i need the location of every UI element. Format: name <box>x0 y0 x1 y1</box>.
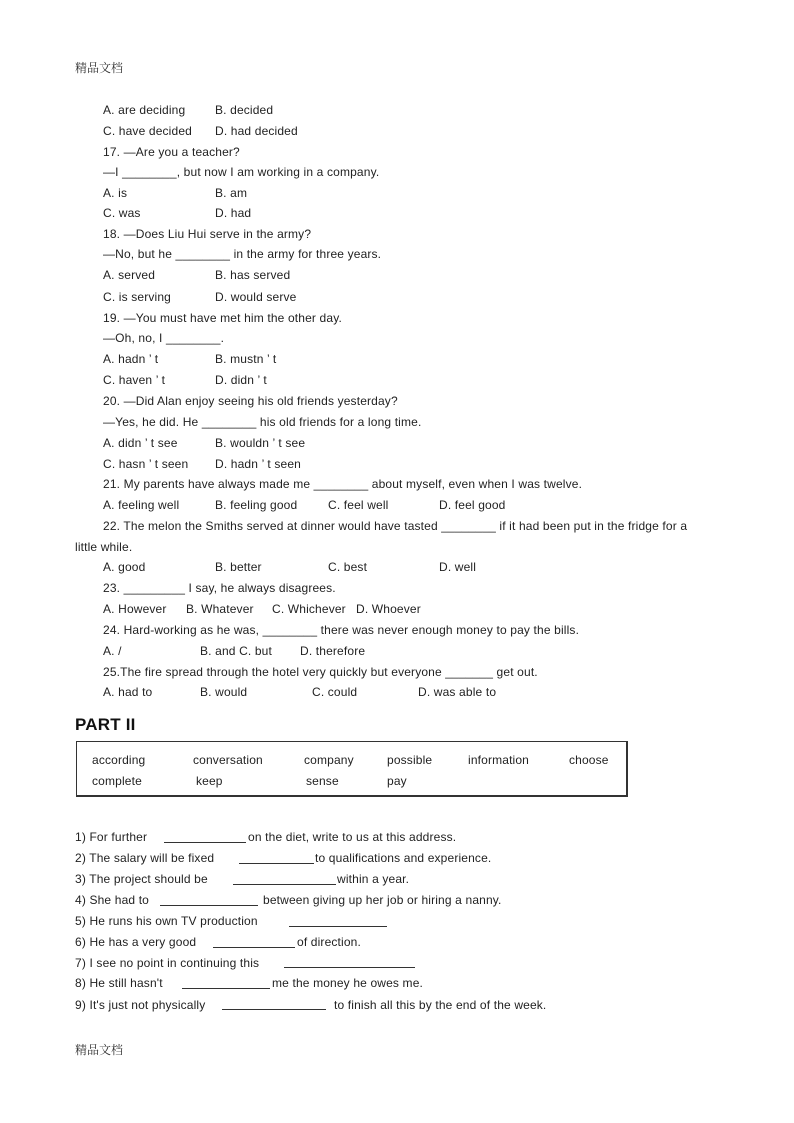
q24-option-a: A. / <box>103 644 122 658</box>
sentence-9-suffix: to finish all this by the end of the week. <box>334 998 547 1012</box>
sentence-3-blank <box>233 884 336 885</box>
sentence-2-suffix: to qualifications and experience. <box>315 851 492 865</box>
q19-option-a: A. hadn ’ t <box>103 352 159 366</box>
page-footer: 精品文档 <box>75 1043 124 1057</box>
q16-option-a: A. are deciding <box>103 103 186 117</box>
sentence-3-prefix: 3) The project should be <box>75 872 208 886</box>
word-complete: complete <box>92 774 142 788</box>
sentence-5-blank <box>289 926 387 927</box>
sentence-4-blank <box>160 905 258 906</box>
q25-option-b: B. would <box>200 685 248 699</box>
q21-option-a: A. feeling well <box>103 498 180 512</box>
q19-option-c: C. haven ’ t <box>103 373 166 387</box>
q19-option-b: B. mustn ’ t <box>215 352 277 366</box>
q22-option-d: D. well <box>439 560 477 574</box>
q24-stem: 24. Hard-working as he was, ________ there was never enough money to pay the bills. <box>103 623 580 637</box>
q17-option-a: A. is <box>103 186 128 200</box>
q21-option-c: C. feel well <box>328 498 389 512</box>
q20-option-b: B. wouldn ’ t see <box>215 436 306 450</box>
sentence-1-prefix: 1) For further <box>75 830 148 844</box>
q24-option-bc: B. and C. but <box>200 644 272 658</box>
sentence-9-prefix: 9) It's just not physically <box>75 998 206 1012</box>
q18-stem: 18. —Does Liu Hui serve in the army? <box>103 227 312 241</box>
q20-response: —Yes, he did. He ________ his old friends for a long time. <box>103 415 422 429</box>
q18-option-c: C. is serving <box>103 290 171 304</box>
q25-option-a: A. had to <box>103 685 153 699</box>
q19-option-d: D. didn ’ t <box>215 373 267 387</box>
q16-option-c: C. have decided <box>103 124 192 138</box>
q17-response: —I ________, but now I am working in a company. <box>103 165 380 179</box>
word-pay: pay <box>387 774 407 788</box>
word-sense: sense <box>306 774 339 788</box>
q16-option-b: B. decided <box>215 103 274 117</box>
word-choose: choose <box>569 753 609 767</box>
word-conversation: conversation <box>193 753 263 767</box>
q16-option-d: D. had decided <box>215 124 298 138</box>
q25-stem: 25.The fire spread through the hotel very quickly but everyone _______ get out. <box>103 665 538 679</box>
sentence-4-prefix: 4) She had to <box>75 893 150 907</box>
q21-stem: 21. My parents have always made me ________ about myself, even when I was twelve. <box>103 477 583 491</box>
q23-option-a: A. However <box>103 602 167 616</box>
q17-option-b: B. am <box>215 186 248 200</box>
sentence-6-blank <box>213 947 295 948</box>
q18-option-a: A. served <box>103 268 156 282</box>
q20-option-a: A. didn ’ t see <box>103 436 178 450</box>
q22-stem-continued: little while. <box>75 540 133 554</box>
q17-option-c: C. was <box>103 206 141 220</box>
word-information: information <box>468 753 530 767</box>
sentence-6-prefix: 6) He has a very good <box>75 935 197 949</box>
q21-option-d: D. feel good <box>439 498 506 512</box>
sentence-1-suffix: on the diet, write to us at this address. <box>248 830 457 844</box>
part-ii-heading: PART II <box>75 715 136 734</box>
word-company: company <box>304 753 354 767</box>
q18-response: —No, but he ________ in the army for three years. <box>103 247 382 261</box>
q17-option-d: D. had <box>215 206 252 220</box>
word-box <box>76 741 628 797</box>
sentence-4-suffix: between giving up her job or hiring a nanny. <box>263 893 502 907</box>
q20-option-d: D. hadn ’ t seen <box>215 457 302 471</box>
q18-option-b: B. has served <box>215 268 291 282</box>
q23-option-c: C. Whichever <box>272 602 346 616</box>
q25-option-d: D. was able to <box>418 685 497 699</box>
q23-stem: 23. _________ I say, he always disagrees. <box>103 581 336 595</box>
q22-stem: 22. The melon the Smiths served at dinner would have tasted ________ if it had been put in the fridge for a <box>103 519 688 533</box>
sentence-6-suffix: of direction. <box>297 935 361 949</box>
q19-stem: 19. —You must have met him the other day. <box>103 311 342 325</box>
page-header: 精品文档 <box>75 61 124 75</box>
sentence-8-suffix: me the money he owes me. <box>272 976 424 990</box>
sentence-9-blank <box>222 1009 326 1010</box>
sentence-7-blank <box>284 967 415 968</box>
q23-option-b: B. Whatever <box>186 602 254 616</box>
q17-stem: 17. —Are you a teacher? <box>103 145 240 159</box>
sentence-8-blank <box>182 988 270 989</box>
q24-option-d: D. therefore <box>300 644 366 658</box>
sentence-1-blank <box>164 842 246 843</box>
q25-option-c: C. could <box>312 685 358 699</box>
q21-option-b: B. feeling good <box>215 498 298 512</box>
q22-option-b: B. better <box>215 560 262 574</box>
word-keep: keep <box>196 774 223 788</box>
sentence-2-blank <box>239 863 314 864</box>
sentence-3-suffix: within a year. <box>337 872 410 886</box>
word-according: according <box>92 753 146 767</box>
q20-option-c: C. hasn ’ t seen <box>103 457 189 471</box>
word-possible: possible <box>387 753 433 767</box>
q22-option-c: C. best <box>328 560 368 574</box>
sentence-5-prefix: 5) He runs his own TV production <box>75 914 258 928</box>
q23-option-d: D. Whoever <box>356 602 421 616</box>
sentence-2-prefix: 2) The salary will be fixed <box>75 851 215 865</box>
q20-stem: 20. —Did Alan enjoy seeing his old friends yesterday? <box>103 394 398 408</box>
q18-option-d: D. would serve <box>215 290 297 304</box>
q22-option-a: A. good <box>103 560 146 574</box>
q19-response: —Oh, no, I ________. <box>103 331 225 345</box>
sentence-7-prefix: 7) I see no point in continuing this <box>75 956 260 970</box>
sentence-8-prefix: 8) He still hasn't <box>75 976 163 990</box>
